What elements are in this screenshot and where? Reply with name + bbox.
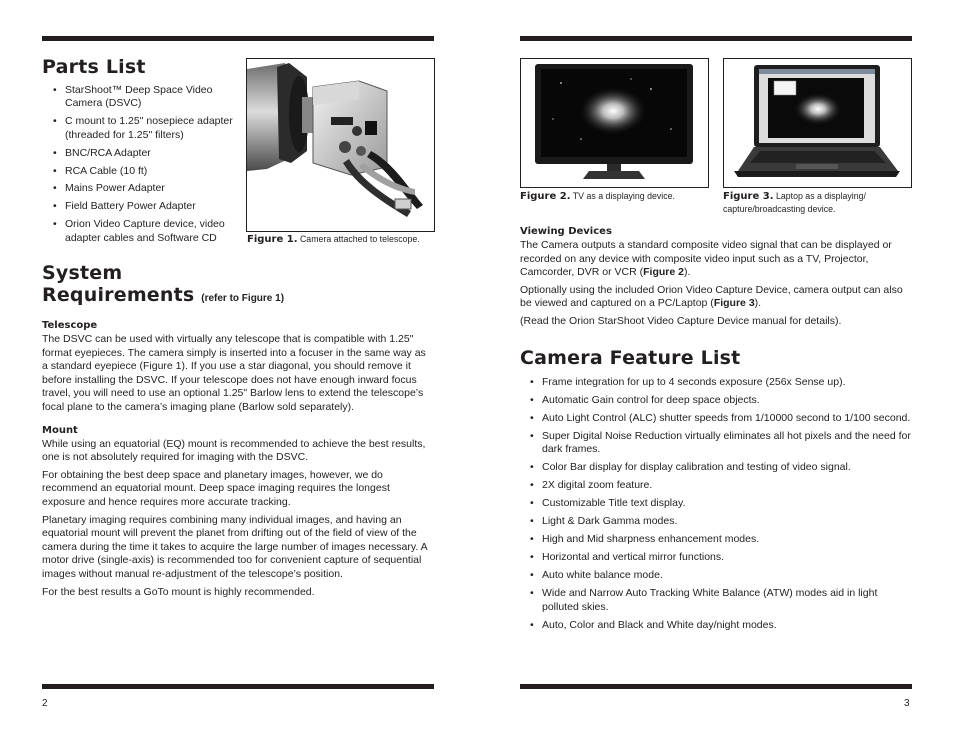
list-item: • Color Bar display for display calibration and testing of video signal.: [520, 461, 912, 474]
list-item: • High and Mid sharpness enhancement modes.: [520, 533, 912, 546]
viewing-paragraph-2: [520, 284, 912, 311]
mount-heading: Mount: [42, 424, 78, 436]
list-item: • Super Digital Noise Reduction virtually eliminates all hot pixels and the need for dark frames.: [520, 430, 912, 457]
camera-telescope-illustration: [247, 59, 434, 231]
telescope-text: The DSVC can be used with virtually any telescope that is compatible with 1.25" format eyepieces. The camera simply is inserted into a focuser in the same way as a standard eyepiece (Figure 1). If you use a star diagonal, you should remove it before installing the DSVC. If your telescope does not have enough inward focus travel, you will need to use an optional 1.25" Barlow lens to extend the telescope’s focal plane to the camera’s imaging plane (Barlow sold separately).: [42, 333, 426, 413]
system-title-line2: Requirements: [42, 284, 195, 306]
telescope-heading: Telescope: [42, 320, 98, 331]
list-item: • Mains Power Adapter: [43, 182, 241, 195]
list-item: • Customizable Title text display.: [520, 497, 912, 510]
camera-feature-list-title: Camera Feature List: [520, 347, 741, 369]
list-item: • Field Battery Power Adapter: [43, 200, 241, 213]
list-item: • StarShoot™ Deep Space Video Camera (DSVC): [43, 84, 241, 111]
mount-paragraph-1: While using an equatorial (EQ) mount is recommended to achieve the best results, one is not absolutely required for imaging with the DSVC.: [42, 437, 426, 464]
list-item: • Auto, Color and Black and White day/night modes.: [520, 619, 912, 632]
list-item: • Frame integration for up to 4 seconds exposure (256x Sense up).: [520, 376, 912, 389]
list-item: • Auto Light Control (ALC) shutter speeds from 1/10000 second to 1/100 second.: [520, 412, 912, 425]
system-title-line2-wrap: [42, 284, 342, 310]
list-item: • C mount to 1.25" nosepiece adapter (threaded for 1.25" filters): [43, 115, 241, 142]
page-number-left: 2: [42, 698, 48, 709]
system-requirements-body: [42, 320, 434, 599]
viewing-p2-text-b: ).: [754, 297, 762, 310]
figure1-caption-text: Camera attached to telescope.: [299, 234, 420, 244]
laptop-illustration: [724, 59, 911, 187]
system-title-note: (refer to Figure 1): [201, 293, 285, 304]
viewing-p2-figure-ref: Figure 3: [713, 297, 755, 310]
system-title-line1: System: [42, 262, 123, 284]
viewing-p1-figure-ref: Figure 2: [643, 266, 684, 279]
figure3-caption: [723, 190, 898, 215]
viewing-paragraph-3: (Read the Orion StarShoot Video Capture Device manual for details).: [520, 314, 842, 327]
figure1-label: Figure 1.: [247, 234, 298, 245]
bottom-rule-right: [520, 684, 912, 689]
top-rule-right: [520, 36, 912, 41]
figure3-caption-text: Laptop as a displaying/ capture/broadcasting device.: [723, 191, 866, 214]
list-item: • Light & Dark Gamma modes.: [520, 515, 912, 528]
figure2-image: [520, 58, 709, 188]
top-rule-left: [42, 36, 434, 41]
figure3-image: [723, 58, 912, 188]
list-item: • Orion Video Capture device, video adapter cables and Software CD: [43, 218, 241, 245]
figure2-caption: [520, 190, 710, 203]
viewing-p1-text-b: ).: [683, 266, 691, 279]
figure3-label: Figure 3.: [723, 191, 774, 202]
figure2-caption-text: TV as a displaying device.: [572, 191, 675, 201]
figure1-caption: [247, 233, 437, 246]
list-item: • Automatic Gain control for deep space objects.: [520, 394, 912, 407]
viewing-paragraph-1: [520, 239, 912, 280]
camera-feature-list: [520, 376, 912, 632]
viewing-heading: Viewing Devices: [520, 226, 612, 237]
viewing-p2-text-a: Optionally using the included Orion Video Capture Device, camera output can also be viewed and captured on a PC/Laptop (: [520, 283, 903, 310]
list-item: • RCA Cable (10 ft): [43, 165, 241, 178]
parts-list: [43, 84, 241, 245]
list-item: • BNC/RCA Adapter: [43, 147, 241, 160]
list-item: • Wide and Narrow Auto Tracking White Balance (ATW) modes aid in light polluted skies.: [520, 587, 912, 614]
system-requirements-title: [42, 262, 342, 310]
figure2-label: Figure 2.: [520, 191, 571, 202]
list-item: • Horizontal and vertical mirror functions.: [520, 551, 912, 564]
mount-paragraph-3: Planetary imaging requires combining many individual images, and having an equatorial mount will prevent the planet from drifting out of the field of view of the camera during the time it takes to acquire the large number of images necessary. A motor drive (single-axis) is recommended too for convenient capture of sequential images without manual re-adjustment of the telescope’s position.: [42, 513, 428, 580]
parts-list-title: Parts List: [42, 56, 146, 78]
mount-paragraph-4: For the best results a GoTo mount is highly recommended.: [42, 585, 315, 598]
mount-paragraph-2: For obtaining the best deep space and planetary images, however, we do recommend an equatorial mount. Deep space imaging requires the longest exposure and hence requires more accurate tracking.: [42, 468, 390, 508]
viewing-devices-section: [520, 226, 912, 329]
figure1-image: [246, 58, 435, 232]
bottom-rule-left: [42, 684, 434, 689]
tv-illustration: [521, 59, 708, 187]
page-number-right: 3: [904, 698, 910, 709]
list-item: • Auto white balance mode.: [520, 569, 912, 582]
viewing-p1-text-a: The Camera outputs a standard composite video signal that can be displayed or recorded on any device with composite video input such as a TV, Projector, Camcorder, DVR or VCR (: [520, 239, 892, 279]
list-item: • 2X digital zoom feature.: [520, 479, 912, 492]
